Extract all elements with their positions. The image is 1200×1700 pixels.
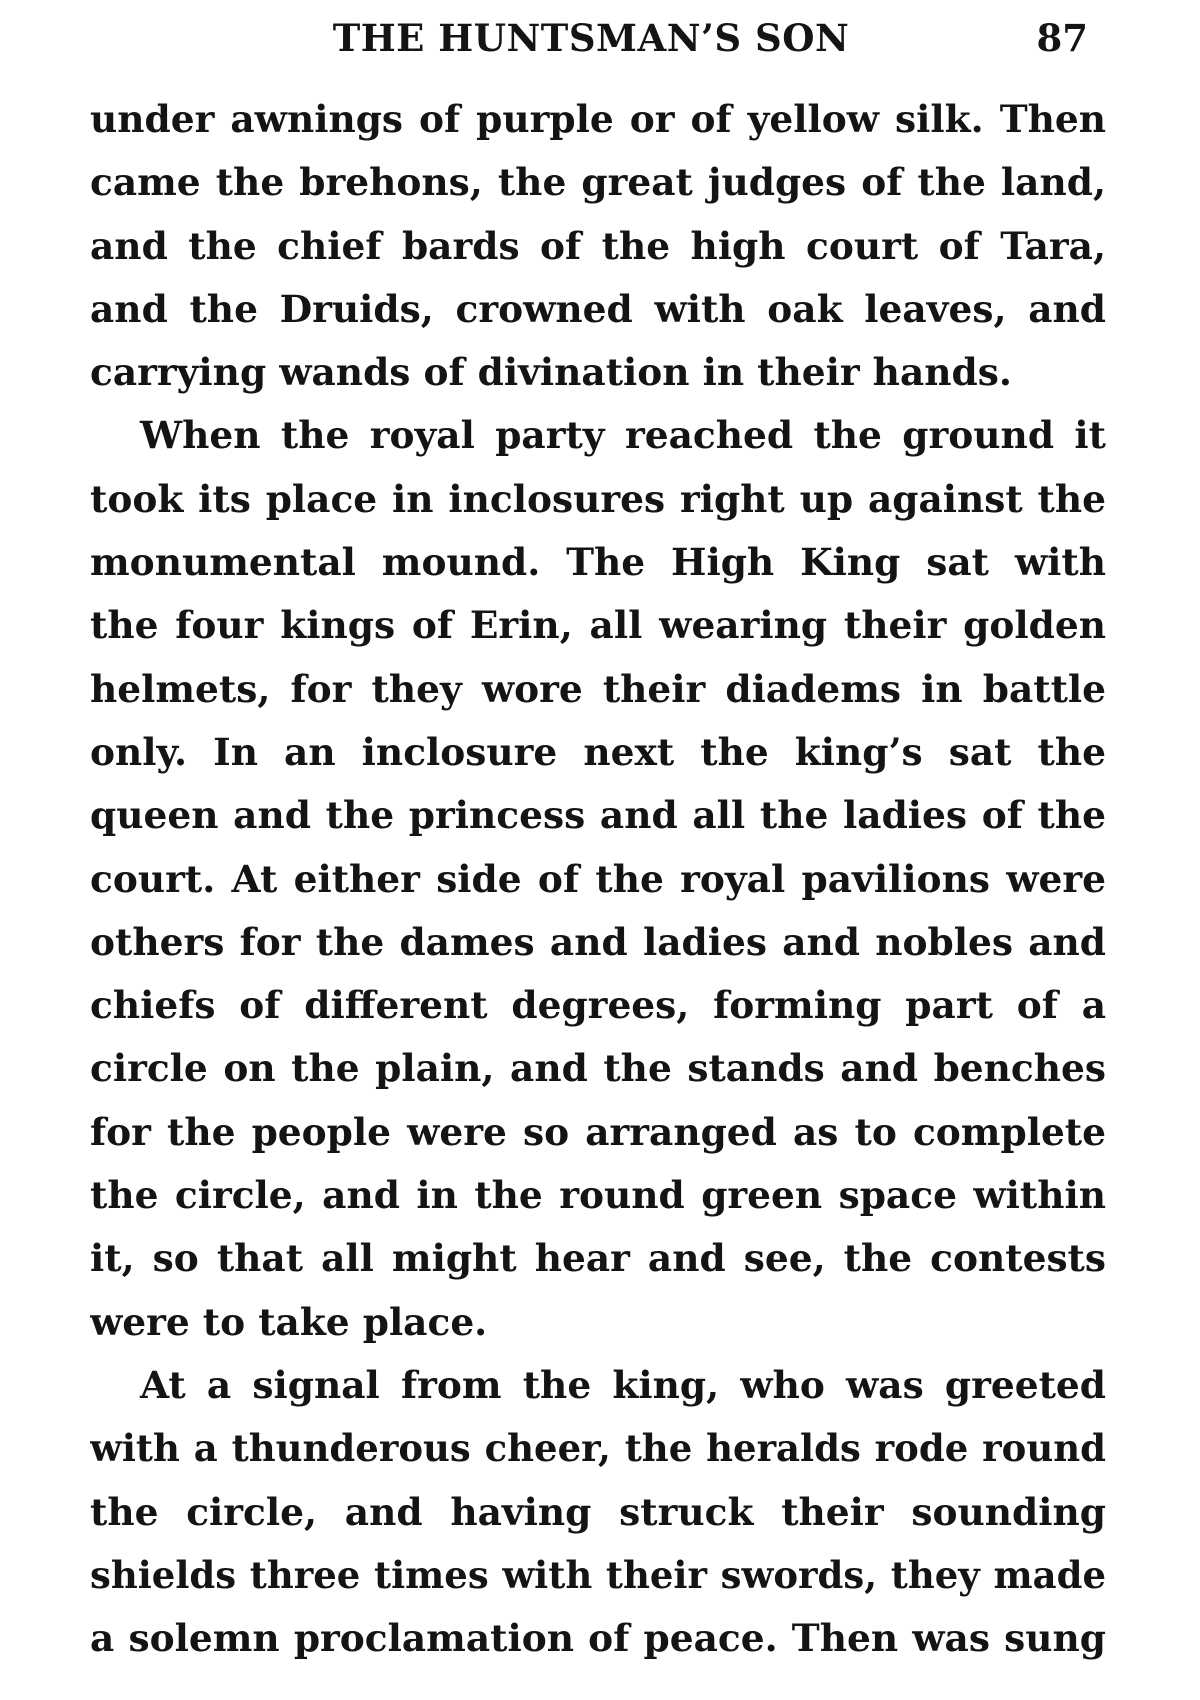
text-line: and the chief bards of the high court of Tara, bbox=[90, 223, 1106, 268]
text-line: court. At either side of the royal pavilions were bbox=[90, 856, 1106, 901]
text-line: only. In an inclosure next the king’s sat the bbox=[90, 729, 1106, 774]
body-text bbox=[90, 88, 1106, 1670]
text-line: circle on the plain, and the stands and benches bbox=[90, 1046, 1106, 1091]
text-line: the four kings of Erin, all wearing their golden bbox=[90, 603, 1106, 648]
text-line: the circle, and in the round green space within bbox=[90, 1173, 1106, 1218]
text-line: helmets, for they wore their diadems in battle bbox=[90, 666, 1106, 711]
text-line: under awnings of purple or of yellow silk. Then bbox=[90, 97, 1106, 141]
text-line: shields three times with their swords, they made bbox=[90, 1552, 1106, 1597]
text-line: and the Druids, crowned with oak leaves, and bbox=[90, 286, 1106, 331]
text-line: with a thunderous cheer, the heralds rode round bbox=[90, 1426, 1106, 1471]
text-line: monumental mound. The High King sat with bbox=[90, 540, 1106, 585]
text-line: At a signal from the king, who was greeted bbox=[140, 1362, 1106, 1407]
page-number: 87 bbox=[1036, 16, 1088, 60]
text-line: were to take place. bbox=[90, 1299, 488, 1344]
text-line: carrying wands of divination in their hands. bbox=[90, 350, 1012, 395]
text-line: chiefs of different degrees, forming part of a bbox=[90, 983, 1106, 1028]
text-line: came the brehons, the great judges of the land, bbox=[90, 160, 1106, 205]
text-line: a solemn proclamation of peace. Then was sung bbox=[90, 1616, 1106, 1661]
text-line: it, so that all might hear and see, the contests bbox=[90, 1236, 1106, 1281]
text-line: others for the dames and ladies and nobles and bbox=[90, 919, 1106, 964]
text-line: for the people were so arranged as to complete bbox=[90, 1109, 1106, 1154]
text-line: queen and the princess and all the ladies of the bbox=[90, 793, 1106, 838]
running-head bbox=[88, 8, 1094, 78]
text-line: When the royal party reached the ground it bbox=[140, 413, 1106, 458]
running-title: THE HUNTSMAN’S SON bbox=[332, 16, 850, 60]
text-line: the circle, and having struck their sounding bbox=[90, 1489, 1106, 1534]
text-line: took its place in inclosures right up against the bbox=[90, 476, 1106, 521]
